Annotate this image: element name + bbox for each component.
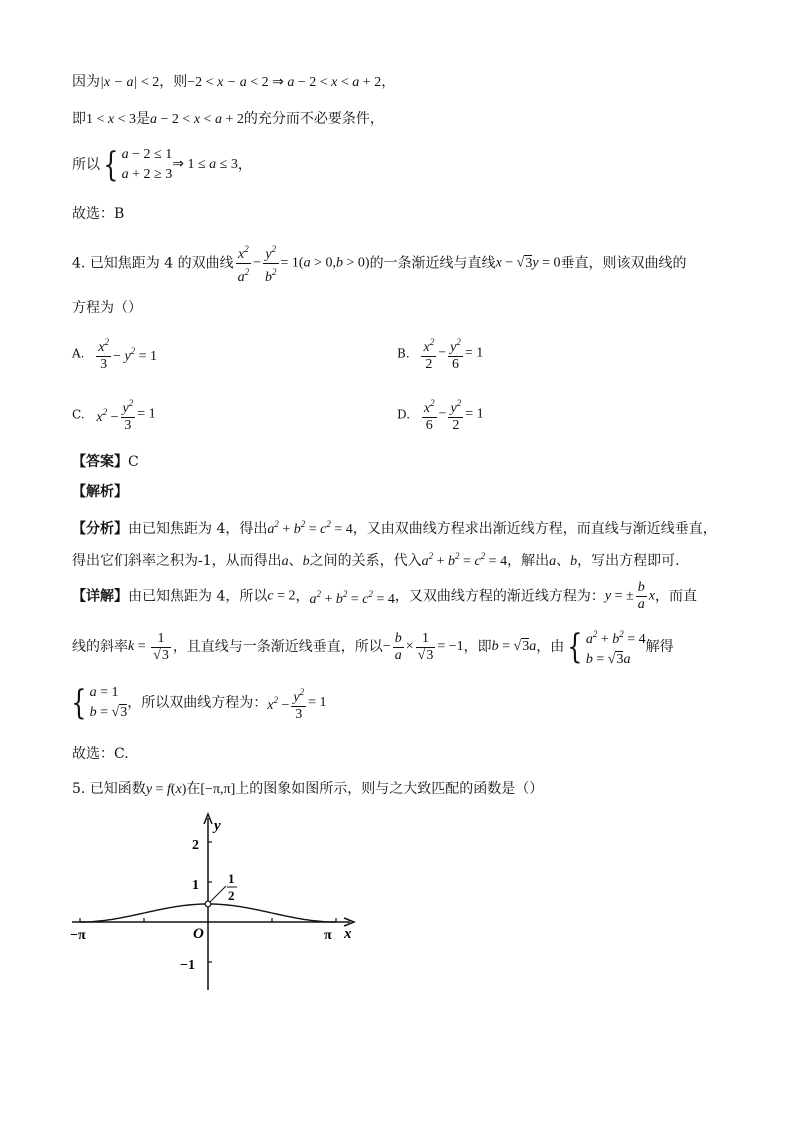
text: 线的斜率	[72, 639, 128, 655]
y-tick-label: 1	[192, 878, 199, 893]
text: 的一条渐近线与直线	[369, 255, 496, 272]
text: 得出它们斜率之积为-1，从而得出	[72, 553, 282, 569]
system: a = 1 b = √3	[89, 685, 128, 720]
text: 垂直，则该双曲线的	[560, 255, 687, 272]
annotation-numerator: 1	[228, 871, 235, 886]
text: 在	[186, 781, 201, 797]
q4-stem-line2	[72, 298, 142, 318]
text: 的充分而不必要条件，	[243, 111, 384, 127]
fraction: $\frac{x^2}{a^2}$	[237, 244, 250, 285]
text: ，	[237, 157, 252, 173]
text: 是	[136, 111, 151, 127]
xiangjie-line-2: 线的斜率k = $\frac{1}{√3}$ ，且直线与一条渐近线垂直，所以− $\frac{b}{a}$ × $\frac{1}{√3}$ = −1，即b = √3a，由{ $a^2 + b^2 = 4$ b = √3a 解得	[72, 624, 674, 670]
brace: {	[103, 145, 119, 185]
fenxi-line-1	[72, 514, 717, 540]
system: a − 2 ≤ 1 a + 2 ≥ 3	[121, 147, 173, 182]
x-tick-label: −π	[70, 928, 86, 943]
fraction: $\frac{b}{a}$	[637, 580, 645, 612]
text: ，	[295, 588, 310, 605]
text: 之间的关系，代入	[309, 553, 422, 569]
text: 故选：C.	[72, 746, 129, 762]
text: ，而直	[654, 588, 697, 605]
text: ，则	[159, 74, 188, 90]
x-tick-label: π	[324, 928, 332, 943]
y-tick-label: −1	[180, 958, 195, 973]
fraction: $\frac{y^2}{b^2}$	[265, 244, 277, 285]
y-axis-label: y	[214, 818, 221, 834]
text: 所以	[72, 157, 100, 173]
text: 已知函数	[89, 781, 146, 797]
text: ，解出	[507, 553, 550, 569]
math: 1 < x < 3	[86, 112, 137, 127]
q4-stem: 4. 已知焦距为 4 的双曲线 $\frac{x^2}{a^2}$ − $\frac{y^2}{b^2}$ = 1(a > 0,b > 0)的一条渐近线与直线x − √3y = 0垂直，则该双曲线的	[72, 241, 687, 286]
text: ，所以双曲线方程为：	[127, 695, 268, 711]
question-number: 4.	[72, 255, 86, 272]
answer-value: C	[128, 454, 139, 470]
text: ，	[381, 74, 396, 90]
text: 已知焦距为 4 的双曲线	[89, 255, 234, 272]
math: −2 < x − a < 2 ⇒ a − 2 < x < a + 2	[187, 75, 382, 90]
option-b[interactable]: B. $\frac{x^2}{2}$ − $\frac{y^2}{6}$ = 1	[397, 334, 483, 373]
option-label: B.	[397, 346, 410, 361]
analysis-tag: 【解析】	[72, 484, 128, 500]
fraction: $\frac{b}{a}$	[394, 630, 402, 663]
text: ，且直线与一条渐近线垂直，所以	[172, 639, 383, 655]
fraction: $\frac{x^2}{2}$	[423, 337, 435, 372]
fraction: $\frac{y^2}{3}$	[293, 686, 305, 722]
text: ，又双曲线方程的渐近线方程为：	[394, 588, 605, 605]
fraction: $\frac{y^2}{3}$	[122, 398, 134, 433]
fenxi-tag: 【分析】	[72, 521, 128, 537]
answer-line	[72, 452, 139, 472]
y-intercept-point	[205, 901, 211, 907]
text: ，由	[536, 639, 565, 655]
math: a − 2 < x < a + 2	[150, 112, 244, 127]
fraction: $\frac{x^2}{6}$	[423, 398, 435, 433]
question-number: 5.	[72, 781, 86, 797]
fraction: $\frac{y^2}{2}$	[450, 398, 462, 433]
q5-stem: 5. 已知函数y = f(x)在[−π,π]上的图象如图所示，则与之大致匹配的函数是（）	[72, 781, 544, 797]
text: ，即	[463, 639, 492, 655]
line-4	[72, 204, 124, 224]
option-label: A.	[72, 346, 85, 361]
text: 由已知焦距为 4，所以	[128, 588, 268, 605]
option-d[interactable]: D. $\frac{x^2}{6}$ − $\frac{y^2}{2}$ = 1	[397, 395, 484, 434]
y-tick-label: 2	[192, 838, 199, 853]
option-c[interactable]: C. $x^2$ − $\frac{y^2}{3}$ = 1	[72, 395, 156, 434]
text: ，写出方程即可.	[577, 553, 680, 569]
option-label: C.	[72, 407, 85, 422]
fraction: $\frac{y^2}{6}$	[450, 337, 461, 372]
fraction: $\frac{x^2}{3}$	[98, 337, 110, 372]
brace: {	[567, 627, 583, 667]
text: 上的图象如图所示，则与之大致匹配的函数是（）	[235, 781, 544, 797]
text: 、	[556, 553, 571, 569]
fraction: $\frac{1}{√3}$	[153, 630, 169, 663]
text: 因为	[72, 74, 100, 90]
text: 即	[72, 111, 86, 127]
line-2	[72, 109, 384, 130]
fenxi-line-2: 得出它们斜率之积为-1，从而得出a、b之间的关系，代入$a^2 + b^2 = c^2 = 4$，解出a、b，写出方程即可.	[72, 551, 680, 569]
line-3	[72, 145, 252, 185]
text: ，又由双曲线方程求出渐近线方程，而直线与渐近线垂直，	[352, 521, 717, 537]
option-a[interactable]: A. $\frac{x^2}{3}$ − $y^2 = 1$	[72, 334, 157, 373]
option-label: D.	[397, 407, 411, 422]
xiangjie-line-3: { a = 1 b = √3 ，所以双曲线方程为：$x^2$ − $\frac{y^2}{3}$ = 1	[71, 683, 327, 723]
brace: {	[71, 683, 87, 723]
fraction: $\frac{1}{√3}$	[417, 630, 434, 663]
xiangjie-tag: 【详解】	[72, 588, 128, 605]
system: $a^2 + b^2 = 4$ b = √3a	[585, 629, 646, 667]
analysis-line	[72, 482, 128, 502]
text: 故选：B	[72, 206, 125, 222]
origin-label: O	[193, 926, 204, 942]
annotation-leader	[208, 886, 226, 904]
math: = 1(a > 0,b > 0)	[280, 255, 370, 271]
x-axis-label: x	[344, 926, 352, 942]
annotation-denominator: 2	[228, 888, 235, 903]
math: x − √3y = 0	[495, 255, 561, 271]
math: $a^2 + b^2 = c^2 = 4$	[267, 519, 353, 537]
xiangjie-line-1: 【详解】由已知焦距为 4，所以c = 2，$a^2 + b^2 = c^2 = 4$，又双曲线方程的渐近线方程为：y = ± $\frac{b}{a}$ x，而直	[72, 580, 697, 612]
math: $a^2 + b^2 = c^2 = 4$	[421, 551, 508, 569]
text: 由已知焦距为 4，得出	[128, 521, 268, 537]
xiangjie-end	[72, 744, 129, 764]
line-1	[72, 72, 395, 93]
function-graph	[66, 808, 366, 998]
math: |x − a| < 2	[100, 75, 160, 90]
answer-tag: 【答案】	[72, 454, 128, 470]
text: 方程为（）	[72, 300, 142, 316]
text: 解得	[645, 639, 674, 655]
text: 、	[288, 553, 303, 569]
math: ⇒ 1 ≤ a ≤ 3	[172, 157, 238, 172]
